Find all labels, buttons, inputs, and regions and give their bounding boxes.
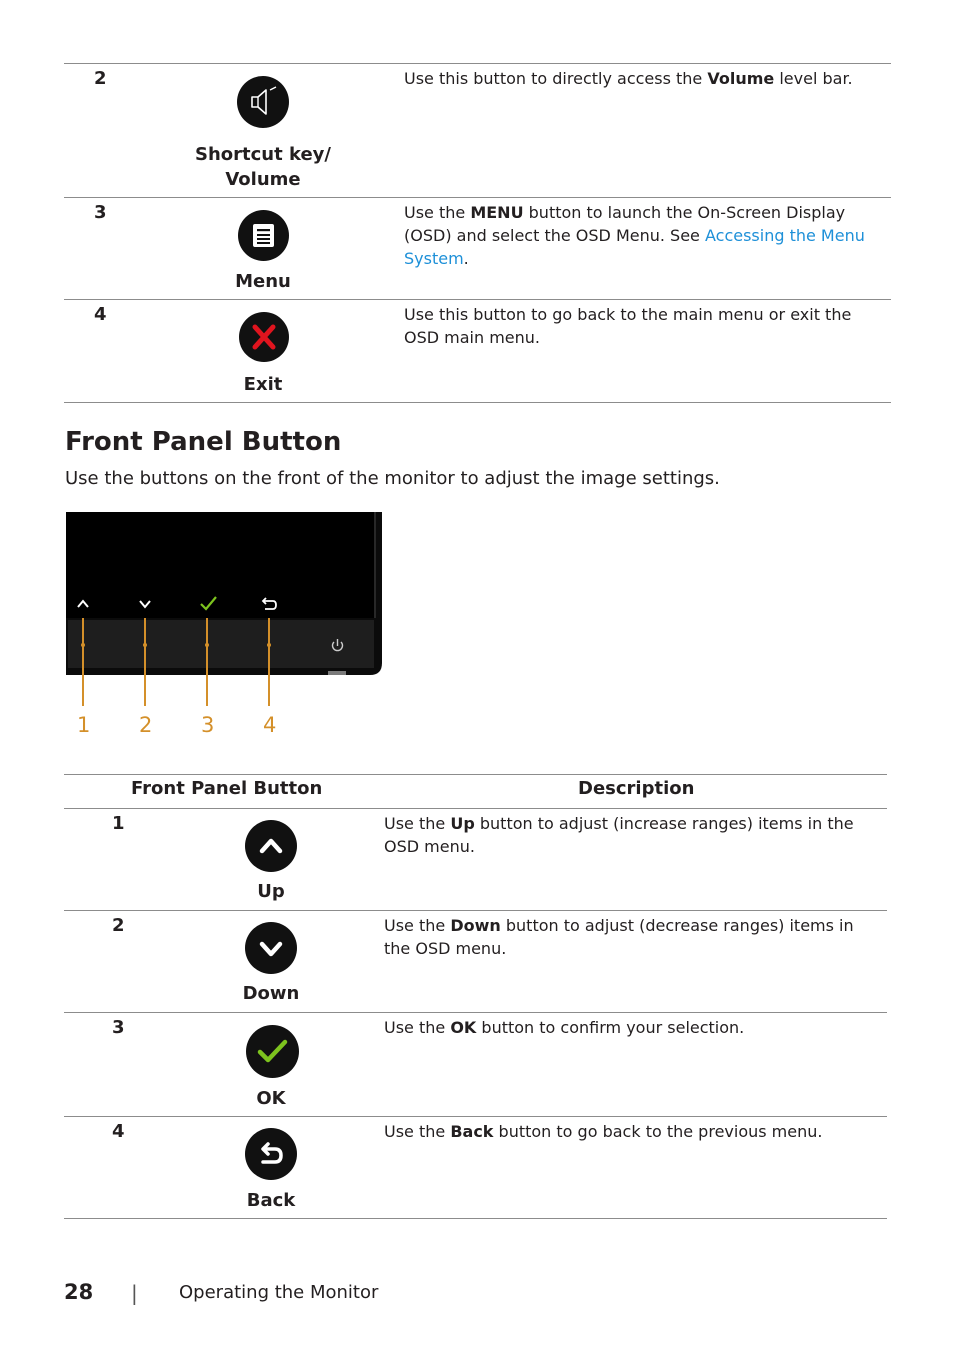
row-description: Use this button to go back to the main menu or exit the OSD main menu. [404,305,852,347]
row-number: 2 [112,915,125,936]
desc-text: . [463,249,469,268]
header-front-panel-button: Front Panel Button [131,778,323,799]
desc-text: button to adjust (decrease ranges) items in the OSD menu. [384,916,854,958]
desc-bold: Back [450,1122,494,1141]
callout-label: 1 [77,713,91,737]
desc-bold: Up [450,814,475,833]
button-caption: Back [246,1190,296,1211]
desc-bold: MENU [470,203,524,222]
desc-text: button to go back to the previous menu. [493,1122,823,1141]
button-caption: Menu [235,271,291,292]
button-caption: Shortcut key/ Volume [195,144,331,190]
desc-text: Use the [384,916,451,935]
callout-label: 2 [139,713,153,737]
desc-text: Use the [384,1018,451,1037]
table-rule [64,197,891,198]
desc-bold: Volume [707,69,775,88]
desc-bold: OK [450,1018,477,1037]
table-rule [64,1012,887,1013]
desc-text: button to adjust (increase ranges) items in the OSD menu. [384,814,854,856]
desc-bold: Down [450,916,501,935]
table-rule [64,808,887,809]
desc-text: button to launch the On-Screen Display (OSD) and select the OSD Menu. See [404,203,846,245]
desc-text: level bar. [774,69,853,88]
callout-label: 4 [263,713,277,737]
table-rule [64,402,891,403]
table-rule [64,1218,887,1219]
exit-x-icon [239,312,289,362]
row-number: 4 [112,1121,125,1142]
row-description [384,1016,874,1039]
callout-label: 3 [201,713,215,737]
checkmark-icon [246,1025,299,1078]
back-arrow-icon [245,1128,297,1180]
table-rule [64,774,887,775]
button-caption: Exit [243,374,283,395]
table-rule [64,1116,887,1117]
desc-text: Use the [384,814,451,833]
up-chevron-icon [245,820,297,872]
header-description: Description [578,778,695,799]
desc-text: Use the [404,203,471,222]
table-rule [64,910,887,911]
menu-icon [238,210,289,261]
row-number: 2 [94,68,107,89]
row-description [384,812,874,858]
down-chevron-icon [245,922,297,974]
desc-text: Use this button to directly access the [404,69,708,88]
row-description [404,67,884,90]
desc-text: Use the [384,1122,451,1141]
chapter-title: Operating the Monitor [179,1282,379,1303]
speaker-icon [237,76,289,128]
row-number: 3 [94,202,107,223]
section-intro: Use the buttons on the front of the monitor to adjust the image settings. [65,468,720,489]
row-description [384,1120,874,1143]
accessing-menu-link[interactable]: Accessing the Menu System [404,226,865,268]
page-number: 28 [64,1280,94,1304]
section-title: Front Panel Button [65,427,342,457]
button-caption: Up [257,881,285,902]
button-caption: OK [256,1088,286,1109]
table-rule [64,299,891,300]
desc-text: button to confirm your selection. [476,1018,745,1037]
row-number: 1 [112,813,125,834]
row-description [404,201,884,270]
table-rule [64,63,891,64]
row-number: 3 [112,1017,125,1038]
row-description [384,914,874,960]
front-panel-diagram [64,511,386,741]
button-caption: Down [242,983,300,1004]
row-number: 4 [94,304,107,325]
footer-separator: | [131,1281,138,1305]
